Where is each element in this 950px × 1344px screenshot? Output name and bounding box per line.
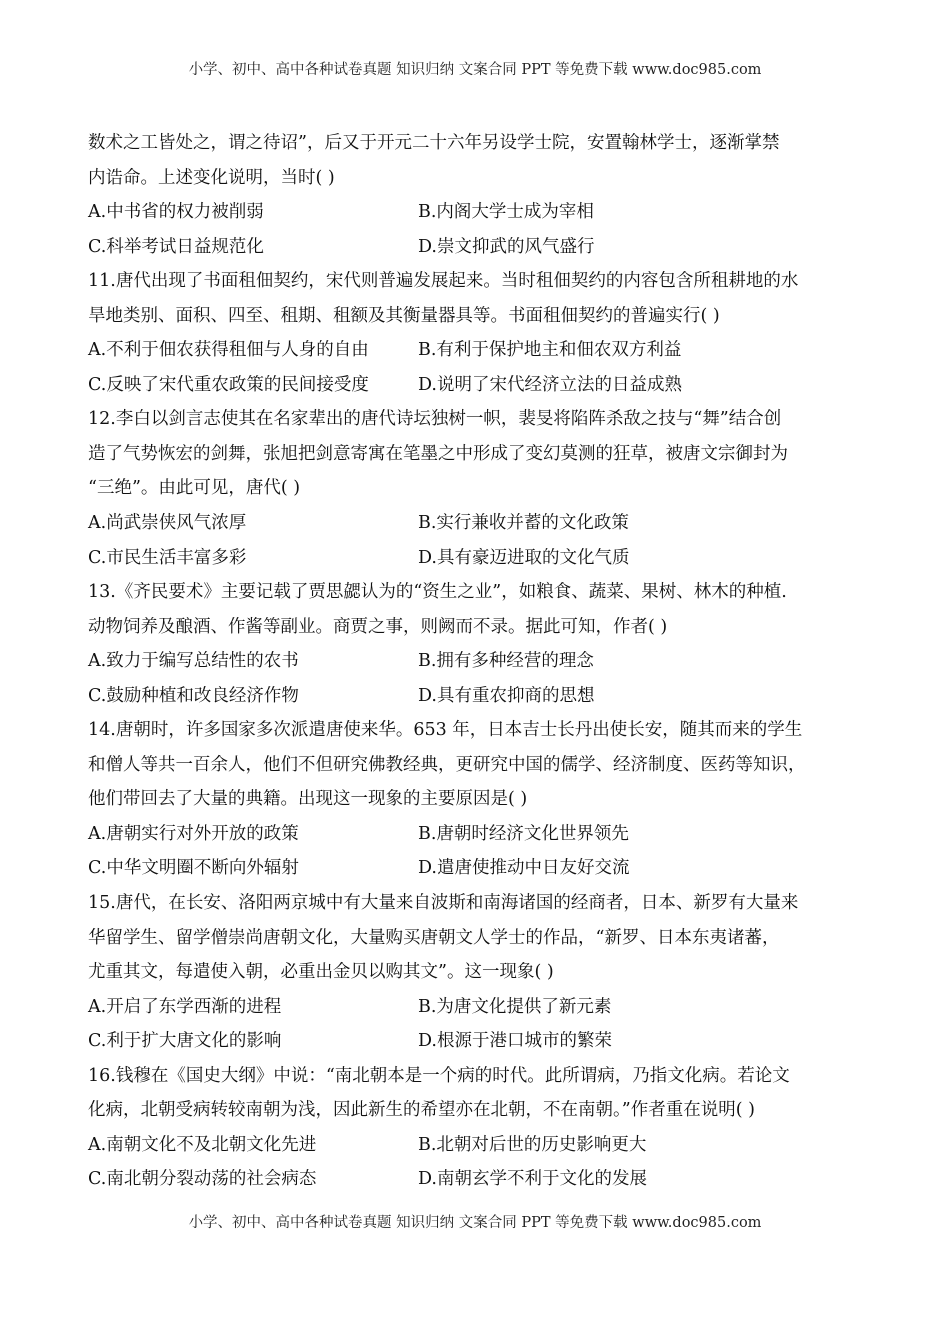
answer-option-b: B.内阁大学士成为宰相 xyxy=(418,202,594,223)
answer-option-b: B.拥有多种经营的理念 xyxy=(418,651,594,672)
answer-option-a: A.南朝文化不及北朝文化先进 xyxy=(88,1134,317,1155)
answer-option-a: A.致力于编写总结性的农书 xyxy=(88,651,299,672)
question-stem-line: 旱地类别、面积、四至、租期、租额及其衡量器具等。书面租佃契约的普遍实行( ) xyxy=(88,305,720,326)
question xyxy=(88,264,868,402)
answer-option-d: D.具有豪迈进取的文化气质 xyxy=(418,547,630,568)
answer-option-a: A.不利于佃农获得租佃与人身的自由 xyxy=(88,340,369,361)
answer-option-d: D.根源于港口城市的繁荣 xyxy=(418,1031,612,1052)
answer-option-c: C.反映了宋代重农政策的民间接受度 xyxy=(88,374,369,395)
option-row xyxy=(88,230,868,265)
question xyxy=(88,402,868,575)
answer-option-a: A.唐朝实行对外开放的政策 xyxy=(88,823,299,844)
answer-option-c: C.中华文明圈不断向外辐射 xyxy=(88,858,299,879)
option-row xyxy=(88,1128,868,1163)
answer-option-c: C.南北朝分裂动荡的社会病态 xyxy=(88,1169,317,1190)
answer-option-b: B.实行兼收并蓄的文化政策 xyxy=(418,513,629,534)
option-row xyxy=(88,541,868,576)
answer-option-d: D.具有重农抑商的思想 xyxy=(418,685,595,706)
question-stem-line: “三绝”。由此可见，唐代( ) xyxy=(88,478,301,499)
answer-option-d: D.说明了宋代经济立法的日益成熟 xyxy=(418,374,682,395)
answer-option-b: B.有利于保护地主和佃农双方利益 xyxy=(418,340,682,361)
page-header-banner: 小学、初中、高中各种试卷真题 知识归纳 文案合同 PPT 等免费下载 www.doc985.com xyxy=(188,62,762,78)
question-stem-line: 数术之工皆处之，谓之待诏”，后又于开元二十六年另设学士院，安置翰林学士，逐渐掌禁 xyxy=(88,133,780,153)
page-footer-banner: 小学、初中、高中各种试卷真题 知识归纳 文案合同 PPT 等免费下载 www.doc985.com xyxy=(188,1215,762,1231)
question-stem-line: 尤重其文，每遣使入朝，必重出金贝以购其文”。这一现象( ) xyxy=(88,962,554,983)
question-stem-line: 化病，北朝受病转较南朝为浅，因此新生的希望亦在北朝，不在南朝。”作者重在说明( ) xyxy=(88,1100,755,1121)
option-row xyxy=(88,368,868,403)
question-stem-line: 和僧人等共一百余人，他们不但研究佛教经典，更研究中国的儒学、经济制度、医药等知识， xyxy=(88,754,806,775)
option-row xyxy=(88,195,868,230)
answer-option-a: A.中书省的权力被削弱 xyxy=(88,202,264,223)
question xyxy=(88,713,868,886)
option-row xyxy=(88,506,868,541)
question-stem-line: 内诰命。上述变化说明，当时( ) xyxy=(88,167,335,188)
answer-option-b: B.为唐文化提供了新元素 xyxy=(418,996,612,1017)
answer-option-d: D.遣唐使推动中日友好交流 xyxy=(418,858,630,879)
question-stem-line: 他们带回去了大量的典籍。出现这一现象的主要原因是( ) xyxy=(88,789,528,810)
answer-option-c: C.鼓励种植和改良经济作物 xyxy=(88,685,299,706)
question xyxy=(88,886,868,1059)
answer-option-d: D.南朝玄学不利于文化的发展 xyxy=(418,1169,647,1190)
answer-option-a: A.尚武崇侠风气浓厚 xyxy=(88,513,247,534)
question-stem-line: 造了气势恢宏的剑舞，张旭把剑意寄寓在笔墨之中形成了变幻莫测的狂草，被唐文宗御封为 xyxy=(88,443,788,464)
answer-option-c: C.科举考试日益规范化 xyxy=(88,236,264,257)
question xyxy=(88,126,868,264)
answer-option-b: B.北朝对后世的历史影响更大 xyxy=(418,1134,647,1155)
option-row xyxy=(88,990,868,1025)
question-stem-line: 14.唐朝时，许多国家多次派遣唐使来华。653 年，日本吉士长丹出使长安，随其而来的学生 xyxy=(88,720,803,741)
exam-questions xyxy=(88,126,868,1197)
option-row xyxy=(88,1024,868,1059)
question-stem-line: 13.《齐民要术》主要记载了贾思勰认为的“资生之业”，如粮食、蔬菜、果树、林木的种植. xyxy=(88,582,787,603)
answer-option-c: C.市民生活丰富多彩 xyxy=(88,547,247,568)
answer-option-c: C.利于扩大唐文化的影响 xyxy=(88,1031,282,1052)
question xyxy=(88,575,868,713)
question-stem-line: 12.李白以剑言志使其在名家辈出的唐代诗坛独树一帜，裴旻将陷阵杀敌之技与“舞”结合创 xyxy=(88,409,782,430)
answer-option-b: B.唐朝时经济文化世界领先 xyxy=(418,823,629,844)
answer-option-a: A.开启了东学西渐的进程 xyxy=(88,996,282,1017)
option-row xyxy=(88,679,868,714)
question-stem-line: 16.钱穆在《国史大纲》中说：“南北朝本是一个病的时代。此所谓病，乃指文化病。若论文 xyxy=(88,1065,790,1086)
answer-option-d: D.崇文抑武的风气盛行 xyxy=(418,236,595,257)
option-row xyxy=(88,333,868,368)
option-row xyxy=(88,1162,868,1197)
question-stem-line: 15.唐代，在长安、洛阳两京城中有大量来自波斯和南海诸国的经商者，日本、新罗有大量来 xyxy=(88,893,799,914)
question-stem-line: 华留学生、留学僧崇尚唐朝文化，大量购买唐朝文人学士的作品，“新罗、日本东夷诸蕃， xyxy=(88,927,780,948)
option-row xyxy=(88,851,868,886)
question-stem-line: 动物饲养及酿酒、作酱等副业。商贾之事，则阙而不录。据此可知，作者( ) xyxy=(88,616,668,637)
option-row xyxy=(88,644,868,679)
question-stem-line: 11.唐代出现了书面租佃契约，宋代则普遍发展起来。当时租佃契约的内容包含所租耕地的水 xyxy=(88,271,799,292)
option-row xyxy=(88,817,868,852)
question xyxy=(88,1059,868,1197)
